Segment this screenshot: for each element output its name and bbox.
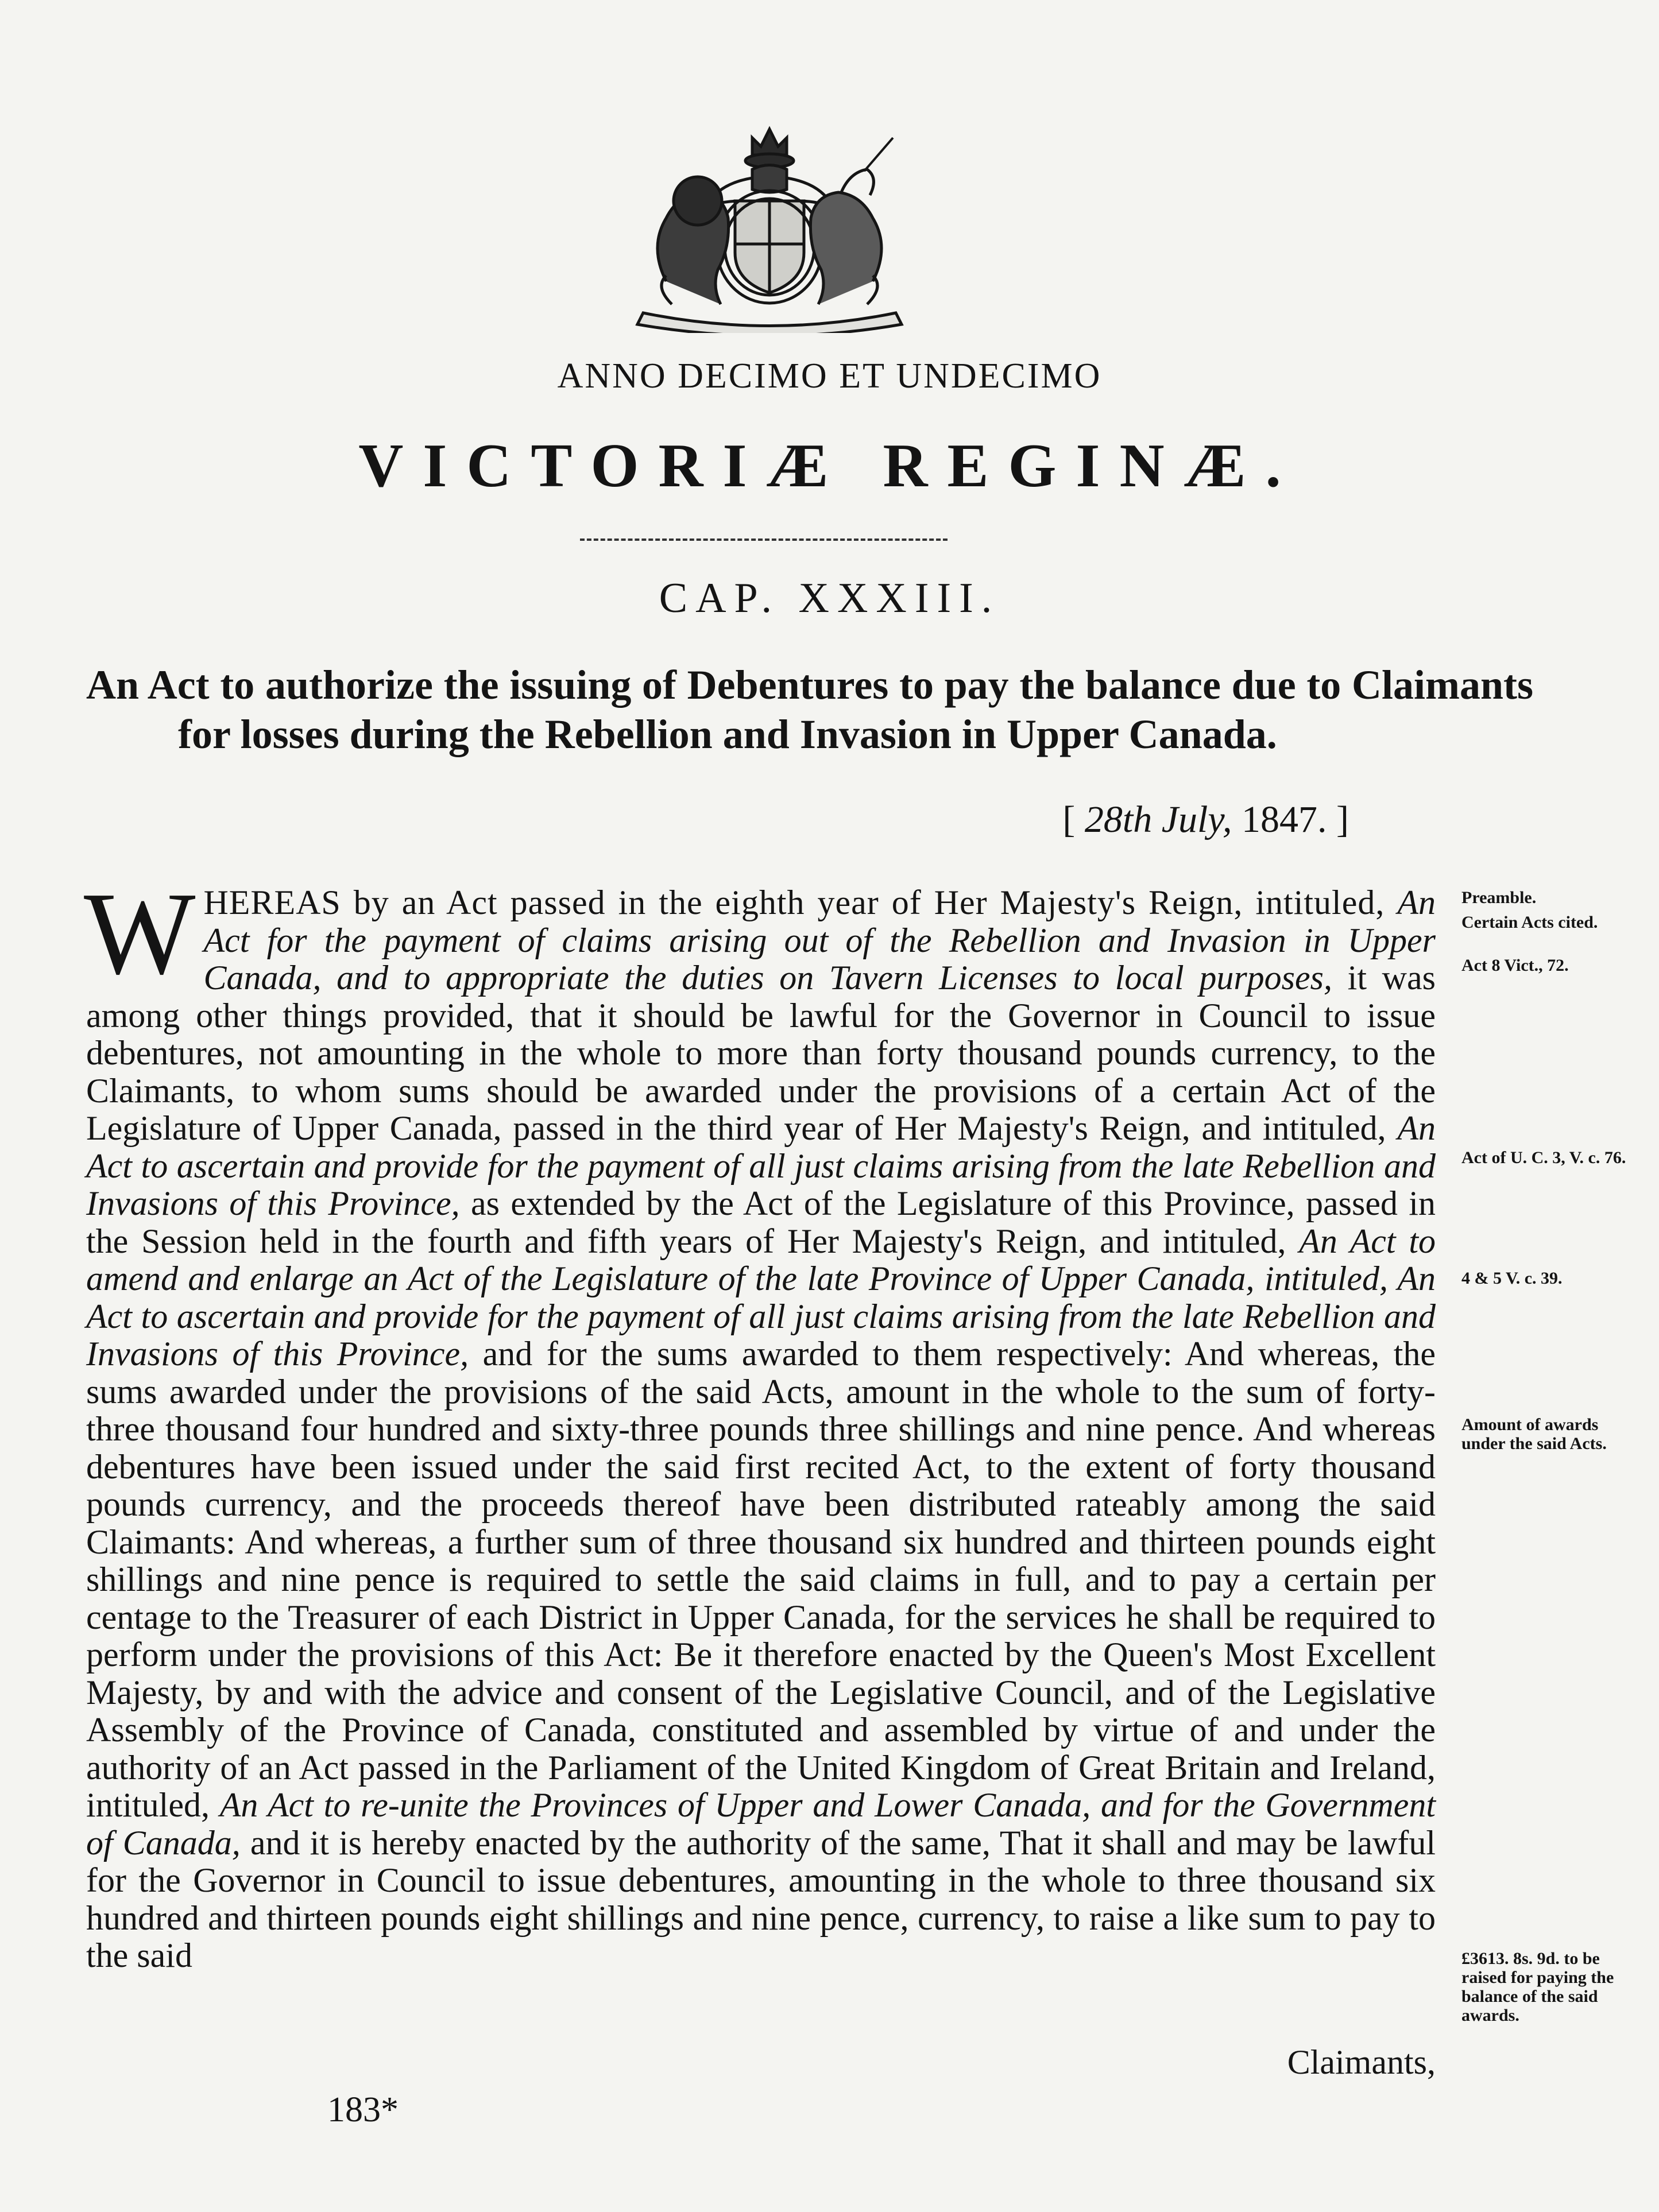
body-italic-2: An Act to ascertain and provide for the payment of all just claims arising from the late Rebellion and Invasions of this Province, — [86, 1109, 1436, 1222]
margin-note-acts-cited: Certain Acts cited. — [1461, 913, 1598, 932]
royal-coat-of-arms-icon — [580, 115, 959, 333]
act-title: An Act to authorize the issuing of Debentures to pay the balance due to Claimants for losses during the Rebellion and Invasion in Upper Canada. — [86, 662, 1533, 757]
regnal-title: VICTORIÆ REGINÆ. — [358, 432, 1301, 500]
page-folio: 183* — [327, 2090, 399, 2129]
date-year: 1847. ] — [1232, 799, 1349, 840]
regnal-year-line: ANNO DECIMO ET UNDECIMO — [557, 357, 1102, 396]
assent-date — [1062, 798, 1349, 842]
margin-note-amount: Amount of awards under the said Acts. — [1461, 1415, 1607, 1453]
body-segment-4: and for the sums awarded to them respectively: And whereas, the sums awarded under the provisions of the said Acts, amount in the whole to the sum of forty-three thousand four hundred and sixty-three pounds three shillings and nine pence. And whereas debentures have been issued under the said first recited Act, to the extent of forty thousand pounds currency, and the proceeds thereof have been distributed rateably among the said Claimants: And whereas, a further sum of three thousand six hundred and thirteen pounds eight shillings and nine pence is required to settle the said claims in full, and to pay a certain per centage to the Treasurer of each District in Upper Canada, for the services he shall be required to perform under the provisions of this Act: Be it therefore enacted by the Queen's Most Excellent Majesty, by and with the advice and consent of the Legislative Council, and of the Legislative Assembly of the Province of Canada, constituted and assembled by virtue of and under the authority of an Act passed in the Parliament of the United Kingdom of Great Britain and Ireland, intituled, — [86, 1335, 1436, 1824]
divider-rule — [580, 539, 948, 541]
margin-note-preamble: Preamble. — [1461, 888, 1537, 907]
chapter-number: CAP. XXXIII. — [659, 575, 1000, 622]
body-italic-4: An Act to re-unite the Provinces of Upper and Lower Canada, and for the Government of Canada, — [86, 1786, 1436, 1862]
body-segment-5: and it is hereby enacted by the authority of the same, That it shall and may be lawful for the Governor in Council to issue debentures, amounting in the whole to three thousand six hundred and thirteen pounds eight shillings and nine pence, currency, to raise a like sum to pay to the said — [86, 1823, 1436, 1974]
margin-note-act-uc: Act of U. C. 3, V. c. 76. — [1461, 1148, 1626, 1167]
date-open-bracket: [ — [1062, 799, 1085, 840]
margin-note-act-4-5: 4 & 5 V. c. 39. — [1461, 1269, 1563, 1288]
act-body-text — [84, 867, 1436, 1975]
body-italic-1: An Act for the payment of claims arising out of the Rebellion and Invasion in Upper Canada, and to appropriate the duties on Tavern Licenses to local purposes, — [203, 884, 1436, 997]
body-italic-3: An Act to amend and enlarge an Act of the Legislature of the late Province of Upper Canada, intituled, An Act to ascertain and provide for the payment of all just claims arising from the late Rebellion and Invasions of this Province, — [86, 1222, 1436, 1373]
body-segment-3: as extended by the Act of the Legislature of this Province, passed in the Session held in the fourth and fifth years of Her Majesty's Reign, and intituled, — [86, 1184, 1436, 1260]
body-segment-1: HEREAS by an Act passed in the eighth year of Her Majesty's Reign, intituled, — [203, 884, 1398, 921]
drop-cap: W — [84, 867, 196, 999]
date-day-month: 28th July, — [1084, 799, 1232, 840]
catchword: Claimants, — [1287, 2043, 1436, 2081]
margin-note-act-8-vict: Act 8 Vict., 72. — [1461, 956, 1569, 975]
margin-note-sum: £3613. 8s. 9d. to be raised for paying the balance of the said awards. — [1461, 1949, 1614, 2025]
body-segment-2: it was among other things provided, that it should be lawful for the Governor in Council to issue debentures, not amounting in the whole to more than forty thousand pounds currency, to the Claimants, to whom sums should be awarded under the provisions of a certain Act of the Legislature of Upper Canada, passed in the third year of Her Majesty's Reign, and intituled, — [86, 959, 1436, 1147]
